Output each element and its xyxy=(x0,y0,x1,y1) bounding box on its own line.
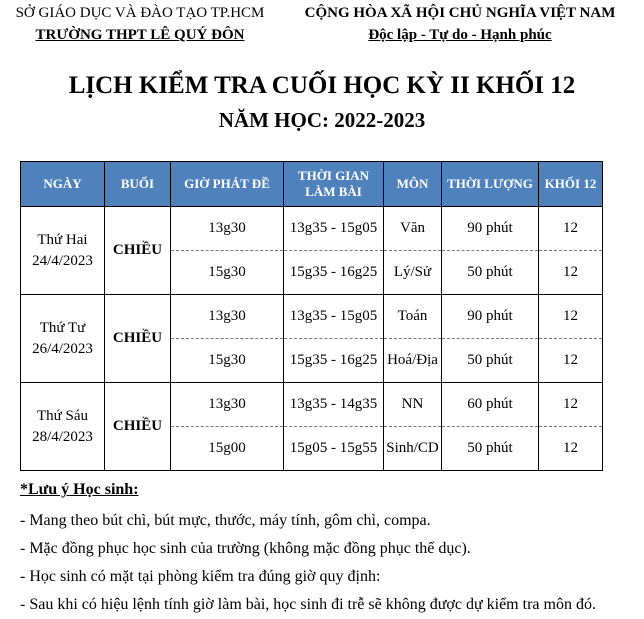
exam-time-cell: 15g35 - 16g25 xyxy=(284,339,384,383)
day-cell xyxy=(21,383,105,471)
subject-cell: Hoá/Địa xyxy=(384,339,442,383)
day-date: 24/4/2023 xyxy=(32,252,93,269)
day-name: Thứ Sáu xyxy=(36,407,89,424)
day-cell xyxy=(21,207,105,295)
note-item: - Mang theo bút chì, bút mực, thước, máy tính, gôm chì, compa. xyxy=(20,512,431,529)
hand-out-time-cell: 13g30 xyxy=(171,295,284,339)
grade-cell: 12 xyxy=(539,207,603,251)
hand-out-time-cell: 15g30 xyxy=(171,339,284,383)
grade-cell: 12 xyxy=(539,383,603,427)
exam-schedule-table xyxy=(20,161,603,471)
exam-time-cell: 13g35 - 14g35 xyxy=(284,383,384,427)
hand-out-time-cell: 13g30 xyxy=(171,383,284,427)
note-item: - Học sinh có mặt tại phòng kiểm tra đúng giờ quy định: xyxy=(20,568,381,585)
day-name: Thứ Hai xyxy=(37,231,88,248)
day-name: Thứ Tư xyxy=(39,319,86,336)
grade-cell: 12 xyxy=(539,295,603,339)
session-cell: CHIỀU xyxy=(105,295,171,383)
school-name: TRƯỜNG THPT LÊ QUÝ ĐÔN xyxy=(35,27,245,43)
duration-cell: 50 phút xyxy=(442,251,539,295)
subject-cell: NN xyxy=(384,383,442,427)
exam-time-cell: 15g35 - 16g25 xyxy=(284,251,384,295)
column-header-hand-out-time: GIỜ PHÁT ĐỀ xyxy=(171,162,284,207)
duration-cell: 90 phút xyxy=(442,295,539,339)
subject-cell: Sinh/CD xyxy=(384,427,442,471)
document-title: LỊCH KIỂM TRA CUỐI HỌC KỲ II KHỐI 12 xyxy=(68,72,576,99)
subject-cell: Văn xyxy=(384,207,442,251)
duration-cell: 60 phút xyxy=(442,383,539,427)
exam-time-cell: 13g35 - 15g05 xyxy=(284,295,384,339)
day-date: 26/4/2023 xyxy=(32,340,93,357)
duration-cell: 50 phút xyxy=(442,427,539,471)
school-year: NĂM HỌC: 2022-2023 xyxy=(218,108,426,132)
hand-out-time-cell: 13g30 xyxy=(171,207,284,251)
notes-title: *Lưu ý Học sinh: xyxy=(20,481,139,498)
subject-cell: Lý/Sử xyxy=(384,251,442,295)
grade-cell: 12 xyxy=(539,251,603,295)
session-cell: CHIỀU xyxy=(105,383,171,471)
session-cell: CHIỀU xyxy=(105,207,171,295)
national-motto: Độc lập - Tự do - Hạnh phúc xyxy=(368,27,552,43)
country-name: CỘNG HÒA XÃ HỘI CHỦ NGHĨA VIỆT NAM xyxy=(304,5,616,21)
day-date: 28/4/2023 xyxy=(32,428,93,445)
duration-cell: 50 phút xyxy=(442,339,539,383)
grade-cell: 12 xyxy=(539,427,603,471)
grade-cell: 12 xyxy=(539,339,603,383)
header-left xyxy=(2,2,278,46)
column-header-day: NGÀY xyxy=(21,162,105,207)
column-header-exam-time: THỜI GIAN LÀM BÀI xyxy=(284,162,384,207)
day-cell xyxy=(21,295,105,383)
column-header-session: BUỔI xyxy=(105,162,171,207)
column-header-grade: KHỐI 12 xyxy=(539,162,603,207)
student-notes xyxy=(20,477,640,619)
duration-cell: 90 phút xyxy=(442,207,539,251)
hand-out-time-cell: 15g30 xyxy=(171,251,284,295)
column-header-duration: THỜI LƯỢNG xyxy=(442,162,539,207)
department-name: SỞ GIÁO DỤC VÀ ĐÀO TẠO TP.HCM xyxy=(15,5,265,21)
table-header-row xyxy=(21,162,603,207)
note-item: - Sau khi có hiệu lệnh tính giờ làm bài, học sinh đi trễ sẽ không được dự kiểm tra môn đó. xyxy=(20,596,596,613)
table-row xyxy=(21,295,603,339)
column-header-subject: MÔN xyxy=(384,162,442,207)
exam-time-cell: 13g35 - 15g05 xyxy=(284,207,384,251)
note-item: - Mặc đồng phục học sinh của trường (không mặc đồng phục thể dục). xyxy=(20,540,471,557)
hand-out-time-cell: 15g00 xyxy=(171,427,284,471)
exam-time-cell: 15g05 - 15g55 xyxy=(284,427,384,471)
header-right xyxy=(282,2,638,46)
subject-cell: Toán xyxy=(384,295,442,339)
table-row xyxy=(21,383,603,427)
table-row xyxy=(21,207,603,251)
